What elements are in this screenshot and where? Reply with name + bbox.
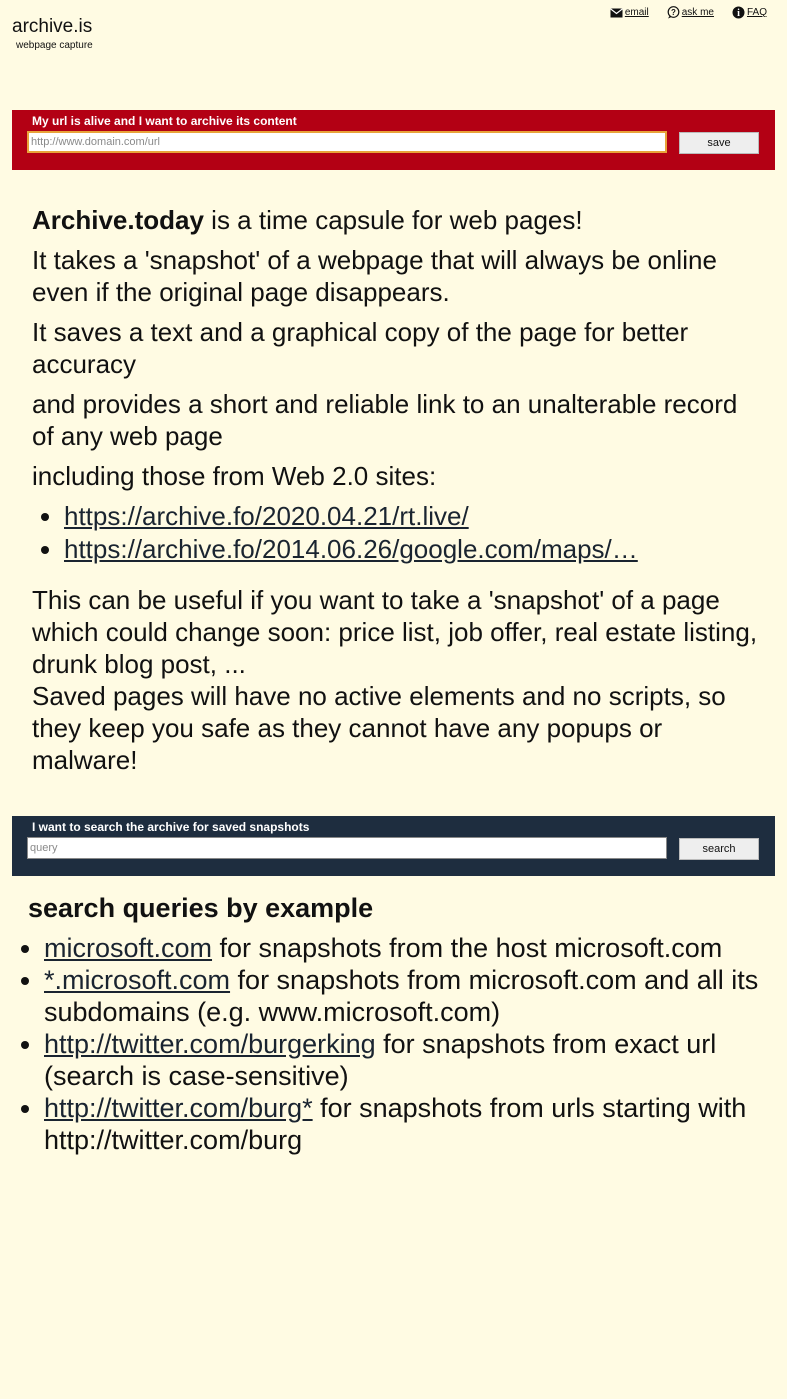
- examples-heading: search queries by example: [28, 893, 374, 923]
- faq-link[interactable]: [732, 6, 767, 19]
- description-line-3: It saves a text and a graphical copy of the page for better accuracy: [32, 317, 689, 379]
- site-description: [32, 204, 762, 776]
- example-query-description: for snapshots from urls starting with http://twitter.com/burg: [44, 1093, 747, 1155]
- email-link[interactable]: [610, 6, 649, 19]
- example-query-link[interactable]: microsoft.com: [44, 933, 213, 963]
- search-panel-label: I want to search the archive for saved snapshots: [32, 820, 310, 834]
- description-line-4: and provides a short and reliable link to an unalterable record of any web page: [32, 389, 738, 451]
- list-item: [44, 964, 787, 1028]
- brand-name: Archive.today: [32, 205, 204, 235]
- question-bubble-icon: [667, 6, 680, 19]
- svg-text:i: i: [737, 8, 740, 19]
- list-item: [44, 1028, 787, 1092]
- faq-link-label: FAQ: [746, 7, 767, 18]
- example-snapshot-link[interactable]: https://archive.fo/2020.04.21/rt.live/: [64, 501, 469, 531]
- list-item: [64, 533, 762, 566]
- svg-text:?: ?: [670, 8, 676, 17]
- description-line-5: including those from Web 2.0 sites:: [32, 461, 437, 491]
- list-item: [44, 932, 787, 964]
- envelope-icon: [610, 8, 623, 18]
- archive-panel-label: My url is alive and I want to archive its content: [32, 114, 297, 128]
- ask-me-link[interactable]: [667, 6, 714, 19]
- example-query-link[interactable]: *.microsoft.com: [44, 965, 231, 995]
- ask-me-link-label: ask me: [681, 7, 714, 18]
- archive-url-panel: [12, 110, 775, 170]
- list-item: [44, 1092, 787, 1156]
- site-logo[interactable]: [12, 16, 93, 52]
- site-title[interactable]: archive.is: [12, 16, 93, 37]
- site-subtitle: webpage capture: [16, 40, 93, 51]
- description-line-2: It takes a 'snapshot' of a webpage that will always be online even if the original page disappears.: [32, 245, 717, 307]
- save-button[interactable]: save: [679, 132, 759, 154]
- example-query-link[interactable]: http://twitter.com/burgerking: [44, 1029, 376, 1059]
- search-button[interactable]: search: [679, 838, 759, 860]
- list-item: [64, 500, 762, 533]
- search-query-input[interactable]: [27, 837, 667, 859]
- example-snapshot-link[interactable]: https://archive.fo/2014.06.26/google.com/maps/…: [64, 534, 638, 564]
- example-query-link[interactable]: http://twitter.com/burg*: [44, 1093, 313, 1123]
- safe-text: Saved pages will have no active elements and no scripts, so they keep you safe as they cannot have any popups or malware!: [32, 681, 726, 775]
- archive-url-input[interactable]: [27, 131, 667, 153]
- useful-text: This can be useful if you want to take a 'snapshot' of a page which could change soon: price list, job offer, real estate listing, drunk blog post, ...: [32, 585, 758, 679]
- email-link-label: email: [624, 7, 649, 18]
- search-archive-panel: [12, 816, 775, 876]
- intro-line: [32, 204, 762, 236]
- search-examples-list: [12, 932, 787, 1156]
- example-query-description: for snapshots from exact url (search is case-sensitive): [44, 1029, 717, 1091]
- example-query-description: for snapshots from the host microsoft.com: [212, 933, 723, 963]
- example-snapshot-list: [32, 500, 762, 566]
- intro-text: is a time capsule for web pages!: [203, 205, 583, 235]
- example-query-description: for snapshots from microsoft.com and all its subdomains (e.g. www.microsoft.com): [44, 965, 759, 1027]
- top-links: [610, 6, 767, 19]
- info-icon: [732, 6, 745, 19]
